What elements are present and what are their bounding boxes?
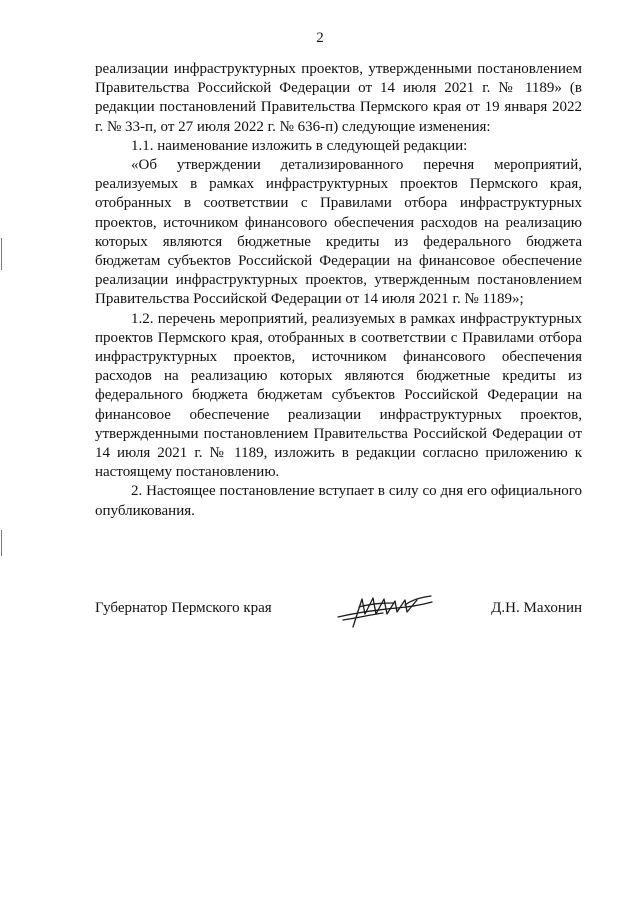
paragraph-new-title: «Об утверждении детализированного перечня мероприятий, реализуемых в рамках инфраструктурных проектов Пермского края, отобранных в соответствии с Правилами отбора инфраструктурных проектов, источником финансового обеспечения расходов на реализацию которых являются бюджетные кредиты из федерального бюджета бюджетам субъектов Российской Федерации на финансовое обеспечение реализации инфраструктурных проектов, утвержденным постановлением Правительства Российской Федерации от 14 июля 2021 г. № 1189»; (95, 157, 582, 308)
paragraph-item-1-1: 1.1. наименование изложить в следующей редакции: (131, 137, 468, 154)
scan-edge-mark (1, 238, 2, 270)
page-number: 2 (316, 30, 324, 46)
paragraph-item-1-2: 1.2. перечень мероприятий, реализуемых в рамках инфраструктурных проектов Пермского края, отобранных в соответствии с Правилами отбора инфраструктурных проектов, источником финансового обеспечения расходов на реализацию которых являются бюджетные кредиты из федерального бюджета бюджетам субъектов Российской Федерации на финансовое обеспечение реализации инфраструктурных проектов, утвержденными постановлением Правительства Российской Федерации от 14 июля 2021 г. № 1189, изложить в редакции согласно приложению к настоящему постановлению. (95, 310, 582, 481)
signatory-position: Губернатор Пермского края (95, 600, 272, 616)
paragraph-item-2: 2. Настоящее постановление вступает в силу со дня его официального опубликования. (95, 483, 582, 519)
scan-edge-mark (1, 530, 2, 556)
signature-block (95, 596, 582, 636)
document-body (95, 60, 582, 521)
signatory-name: Д.Н. Махонин (491, 600, 582, 616)
handwritten-signature-icon (335, 590, 435, 630)
paragraph-amendment-intro: реализации инфраструктурных проектов, утвержденными постановлением Правительства Российской Федерации от 14 июля 2021 г. № 1189» (в редакции постановлений Правительства Пермского края от 19 января 2022 г. № 33-п, от 27 июля 2022 г. № 636-п) следующие изменения: (95, 61, 582, 135)
